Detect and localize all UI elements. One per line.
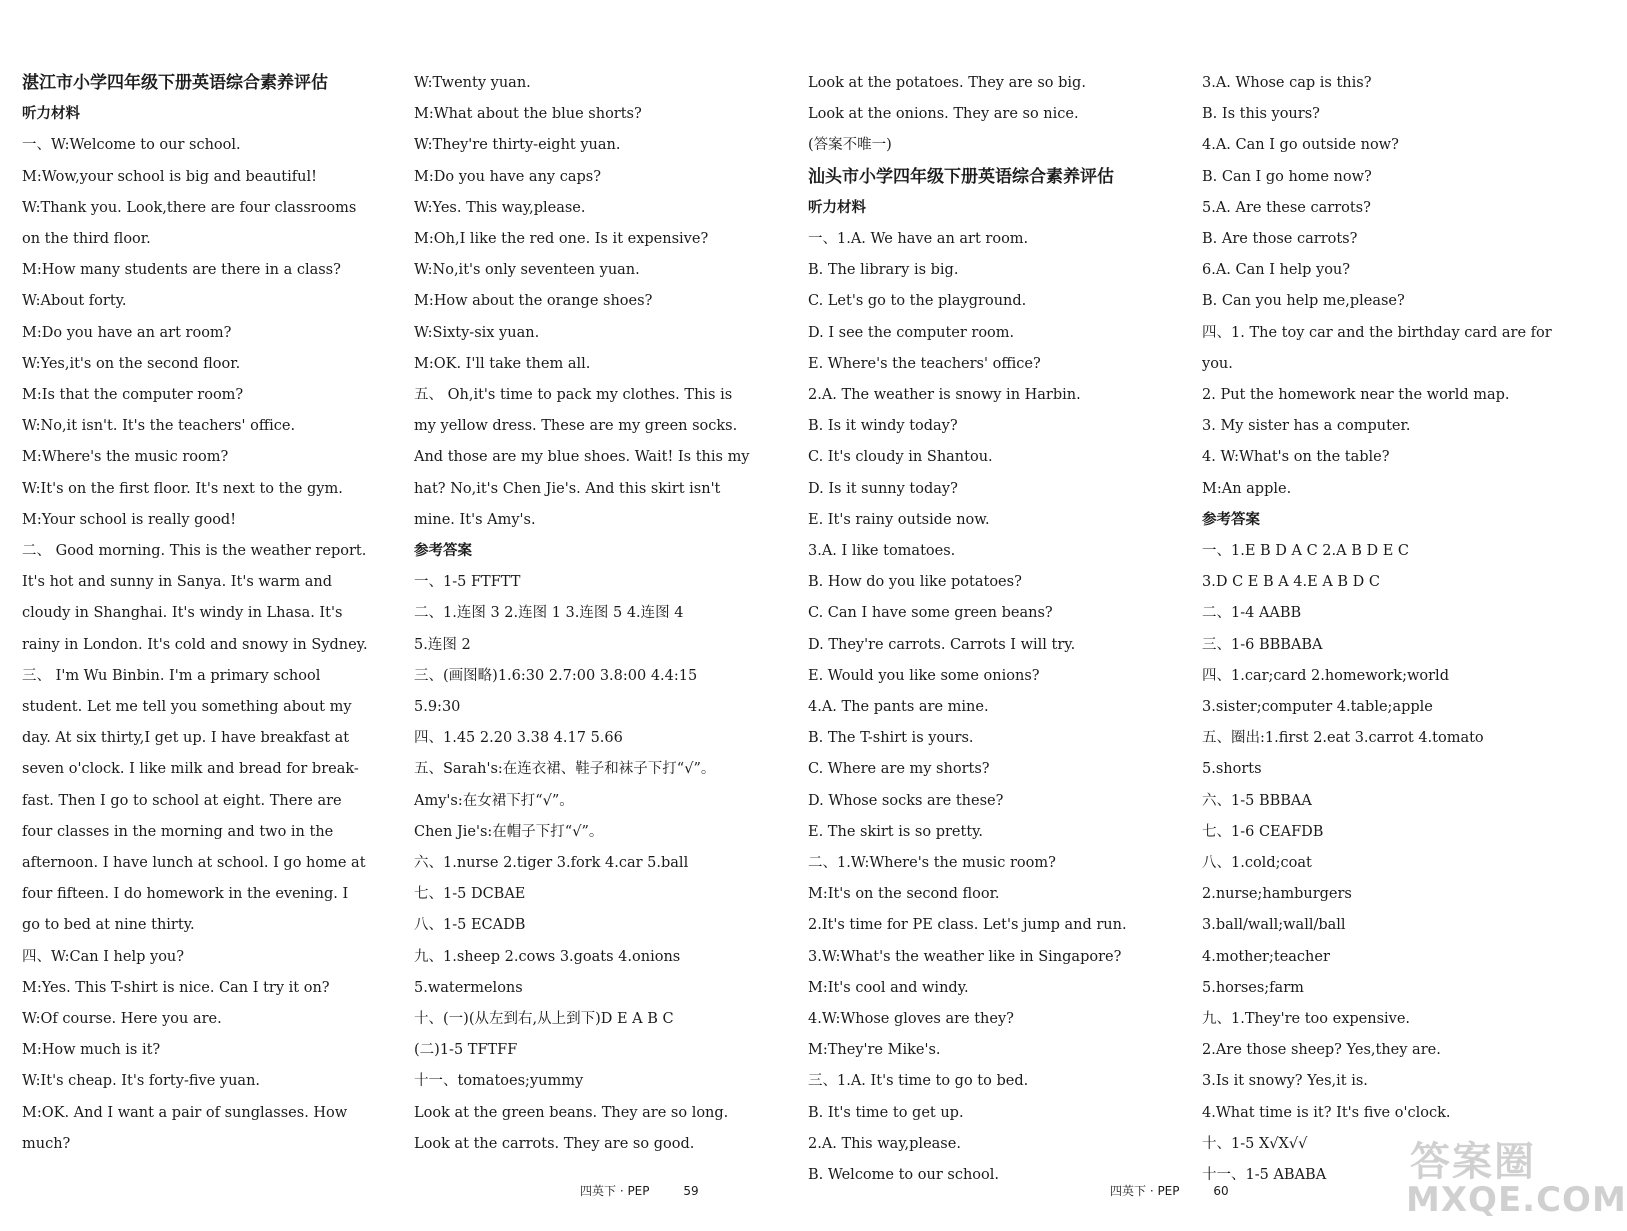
text-line: 5.watermelons	[414, 979, 523, 996]
text-line: D. They're carrots. Carrots I will try.	[808, 636, 1076, 653]
text-line: 五、圈出:1.first 2.eat 3.carrot 4.tomato	[1202, 730, 1484, 747]
footer-left-label: 四英下 · PEP	[580, 1184, 650, 1198]
text-line: B. Is it windy today?	[808, 418, 958, 435]
text-line: 3.A. Whose cap is this?	[1202, 75, 1372, 91]
text-line: seven o'clock. I like milk and bread for break-	[22, 761, 359, 778]
text-line: 3.A. I like tomatoes.	[808, 543, 956, 559]
text-line: M:An apple.	[1202, 480, 1292, 497]
text-line: E. Where's the teachers' office?	[808, 355, 1041, 372]
text-line: 七、1-5 DCBAE	[414, 886, 526, 903]
text-line: you.	[1202, 355, 1233, 372]
text-line: C. Where are my shorts?	[808, 761, 990, 778]
text-line: E. Would you like some onions?	[808, 667, 1040, 684]
text-line: Look at the green beans. They are so long.	[414, 1104, 729, 1121]
section-title: 汕头市小学四年级下册英语综合素养评估	[808, 166, 1114, 187]
text-line: Look at the onions. They are so nice.	[808, 106, 1079, 123]
text-line: C. It's cloudy in Shantou.	[808, 449, 993, 466]
text-line: M:OK. And I want a pair of sunglasses. How	[22, 1104, 348, 1121]
text-line: B. Are those carrots?	[1202, 231, 1358, 247]
text-line: 2.A. The weather is snowy in Harbin.	[808, 387, 1081, 403]
text-line: 2. Put the homework near the world map.	[1202, 387, 1510, 403]
text-line: 一、1.A. We have an art room.	[808, 231, 1029, 247]
text-line: 四、1.car;card 2.homework;world	[1202, 667, 1449, 684]
text-line: W:It's on the first floor. It's next to the gym.	[22, 480, 343, 497]
text-line: 五、Sarah's:在连衣裙、鞋子和袜子下打“√”。	[414, 761, 716, 778]
text-line: M:It's on the second floor.	[808, 886, 1000, 903]
text-line: go to bed at nine thirty.	[22, 917, 195, 934]
text-line: Amy's:在女裙下打“√”。	[414, 792, 574, 809]
text-line: 一、1-5 FTFTT	[414, 574, 521, 591]
text-line: 一、1.E B D A C 2.A B D E C	[1202, 543, 1410, 559]
text-line: four classes in the morning and two in the	[22, 823, 334, 840]
text-line: 3.D C E B A 4.E A B D C	[1202, 574, 1381, 591]
text-line: 九、1.sheep 2.cows 3.goats 4.onions	[414, 948, 681, 965]
text-line: (二)1-5 TFTFF	[414, 1042, 518, 1059]
text-line: M:How about the orange shoes?	[414, 293, 653, 310]
text-line: W:No,it isn't. It's the teachers' office.	[22, 418, 296, 435]
text-line: B. Can you help me,please?	[1202, 293, 1405, 310]
text-line: W:Of course. Here you are.	[22, 1011, 222, 1027]
text-line: 4.mother;teacher	[1202, 948, 1330, 965]
text-line: cloudy in Shanghai. It's windy in Lhasa. It's	[22, 605, 343, 622]
text-line: B. The T-shirt is yours.	[808, 730, 974, 747]
section-heading: 听力材料	[808, 198, 866, 216]
footer-left	[580, 1182, 699, 1199]
text-line: D. I see the computer room.	[808, 324, 1015, 341]
text-line: W:Yes,it's on the second floor.	[22, 355, 241, 372]
text-line: M:Wow,your school is big and beautiful!	[22, 168, 317, 185]
text-line: 四、1.45 2.20 3.38 4.17 5.66	[414, 730, 623, 747]
text-line: 一、W:Welcome to our school.	[22, 137, 241, 154]
text-line: 五、 Oh,it's time to pack my clothes. This is	[414, 387, 733, 403]
text-line: 六、1.nurse 2.tiger 3.fork 4.car 5.ball	[414, 855, 689, 871]
text-line: 八、1.cold;coat	[1202, 855, 1312, 871]
text-line: rainy in London. It's cold and snowy in Sydney.	[22, 636, 368, 653]
text-line: four fifteen. I do homework in the evening. I	[22, 886, 349, 903]
watermark-text: MXQE.COM	[1406, 1180, 1627, 1220]
text-line: 2.It's time for PE class. Let's jump and run.	[808, 917, 1127, 934]
text-line: It's hot and sunny in Sanya. It's warm and	[22, 574, 332, 591]
text-line: W:About forty.	[22, 293, 127, 310]
text-line: W:They're thirty-eight yuan.	[414, 137, 621, 154]
text-line: 六、1-5 BBBAA	[1202, 792, 1312, 809]
text-line: C. Can I have some green beans?	[808, 605, 1053, 622]
text-line: W:Yes. This way,please.	[414, 199, 586, 216]
text-line: 三、(画图略)1.6:30 2.7:00 3.8:00 4.4:15	[414, 667, 698, 684]
text-line: C. Let's go to the playground.	[808, 293, 1027, 310]
text-line: M:OK. I'll take them all.	[414, 355, 591, 372]
text-line: 二、1.连图 3 2.连图 1 3.连图 5 4.连图 4	[414, 605, 684, 622]
text-line: 3.W:What's the weather like in Singapore?	[808, 948, 1122, 965]
text-line: M:What about the blue shorts?	[414, 106, 642, 123]
text-line: Look at the potatoes. They are so big.	[808, 75, 1086, 91]
text-line: M:How many students are there in a class?	[22, 262, 341, 279]
footer-right	[1110, 1182, 1229, 1199]
text-line: 二、1-4 AABB	[1202, 605, 1302, 622]
text-line: 八、1-5 ECADB	[414, 917, 526, 934]
text-line: 十、(一)(从左到右,从上到下)D E A B C	[414, 1011, 674, 1027]
footer-right-page-number: 60	[1213, 1184, 1229, 1198]
text-line: M:Is that the computer room?	[22, 387, 244, 403]
text-line: hat? No,it's Chen Jie's. And this skirt isn't	[414, 480, 721, 497]
text-line: W:Thank you. Look,there are four classrooms	[22, 199, 357, 216]
text-line: M:Oh,I like the red one. Is it expensive?	[414, 231, 709, 247]
text-line: M:Where's the music room?	[22, 449, 229, 466]
text-line: student. Let me tell you something about my	[22, 699, 352, 715]
text-line: B. Is this yours?	[1202, 106, 1320, 123]
text-line: And those are my blue shoes. Wait! Is this my	[414, 449, 750, 466]
text-line: 七、1-6 CEAFDB	[1202, 823, 1324, 840]
text-line: B. Can I go home now?	[1202, 168, 1372, 185]
text-line: 3. My sister has a computer.	[1202, 418, 1411, 435]
text-line: my yellow dress. These are my green socks.	[414, 418, 738, 435]
text-line: M:Do you have any caps?	[414, 168, 601, 185]
text-line: D. Whose socks are these?	[808, 792, 1004, 809]
section-heading: 参考答案	[414, 542, 472, 559]
text-line: W:Sixty-six yuan.	[414, 324, 540, 341]
text-line: 四、1. The toy car and the birthday card are for	[1202, 324, 1552, 341]
footer-right-label: 四英下 · PEP	[1110, 1184, 1180, 1198]
text-line: 3.sister;computer 4.table;apple	[1202, 699, 1433, 715]
text-line: 5.horses;farm	[1202, 979, 1304, 996]
text-line: 4.W:Whose gloves are they?	[808, 1011, 1014, 1027]
text-line: 三、 I'm Wu Binbin. I'm a primary school	[22, 667, 321, 684]
text-line: 5.连图 2	[414, 636, 471, 653]
text-line: M:How much is it?	[22, 1042, 161, 1059]
text-line: 4.A. Can I go outside now?	[1202, 137, 1399, 154]
text-line: mine. It's Amy's.	[414, 511, 536, 528]
text-line: B. Welcome to our school.	[808, 1167, 999, 1183]
text-line: W:Twenty yuan.	[414, 75, 531, 91]
text-line: 九、1.They're too expensive.	[1202, 1011, 1411, 1027]
text-line: E. The skirt is so pretty.	[808, 823, 984, 840]
text-line: Look at the carrots. They are so good.	[414, 1135, 695, 1152]
text-line: fast. Then I go to school at eight. There are	[22, 792, 342, 809]
text-line: 3.Is it snowy? Yes,it is.	[1202, 1073, 1368, 1090]
text-line: 2.A. This way,please.	[808, 1135, 961, 1152]
text-line: 二、1.W:Where's the music room?	[808, 855, 1056, 871]
text-line: 3.ball/wall;wall/ball	[1202, 917, 1346, 934]
text-line: 四、W:Can I help you?	[22, 948, 185, 965]
text-line: day. At six thirty,I get up. I have breakfast at	[22, 730, 350, 747]
text-line: Chen Jie's:在帽子下打“√”。	[414, 823, 604, 840]
section-title: 湛江市小学四年级下册英语综合素养评估	[22, 73, 328, 93]
text-line: M:It's cool and windy.	[808, 979, 969, 996]
text-line: 十一、tomatoes;yummy	[414, 1073, 584, 1090]
text-line: 4. W:What's on the table?	[1202, 449, 1390, 466]
text-line: (答案不唯一)	[808, 137, 892, 154]
text-line: 5.A. Are these carrots?	[1202, 199, 1371, 216]
text-line: 十一、1-5 ABABA	[1202, 1167, 1327, 1183]
text-line: B. The library is big.	[808, 262, 959, 279]
text-line: 三、1-6 BBBABA	[1202, 636, 1323, 653]
text-line: W:No,it's only seventeen yuan.	[414, 262, 640, 279]
text-line: W:It's cheap. It's forty-five yuan.	[22, 1073, 261, 1090]
text-line: 5.shorts	[1202, 761, 1262, 778]
text-line: M:Yes. This T-shirt is nice. Can I try it on?	[22, 979, 330, 996]
watermark	[1400, 1130, 1627, 1220]
text-line: 4.What time is it? It's five o'clock.	[1202, 1104, 1451, 1121]
text-line: 十、1-5 X√X√√	[1202, 1135, 1308, 1152]
watermark-logo: 答案圈	[1410, 1139, 1536, 1185]
section-heading: 听力材料	[22, 105, 80, 123]
text-line: M:Your school is really good!	[22, 511, 237, 528]
text-line: 2.Are those sheep? Yes,they are.	[1202, 1042, 1441, 1059]
text-line: 二、 Good morning. This is the weather report.	[22, 543, 367, 559]
text-line: D. Is it sunny today?	[808, 480, 958, 497]
text-line: B. It's time to get up.	[808, 1104, 964, 1121]
text-line: 2.nurse;hamburgers	[1202, 886, 1352, 903]
text-line: E. It's rainy outside now.	[808, 511, 990, 528]
text-line: much?	[22, 1135, 71, 1152]
section-heading: 参考答案	[1202, 510, 1260, 528]
text-line: 6.A. Can I help you?	[1202, 262, 1351, 279]
text-line: M:They're Mike's.	[808, 1042, 941, 1059]
text-line: on the third floor.	[22, 231, 151, 247]
text-line: 4.A. The pants are mine.	[808, 699, 989, 715]
text-line: 三、1.A. It's time to go to bed.	[808, 1073, 1029, 1090]
text-line: M:Do you have an art room?	[22, 324, 232, 341]
footer-left-page-number: 59	[683, 1184, 699, 1198]
text-line: B. How do you like potatoes?	[808, 574, 1022, 591]
text-line: afternoon. I have lunch at school. I go home at	[22, 855, 366, 871]
text-line: 5.9:30	[414, 699, 461, 715]
